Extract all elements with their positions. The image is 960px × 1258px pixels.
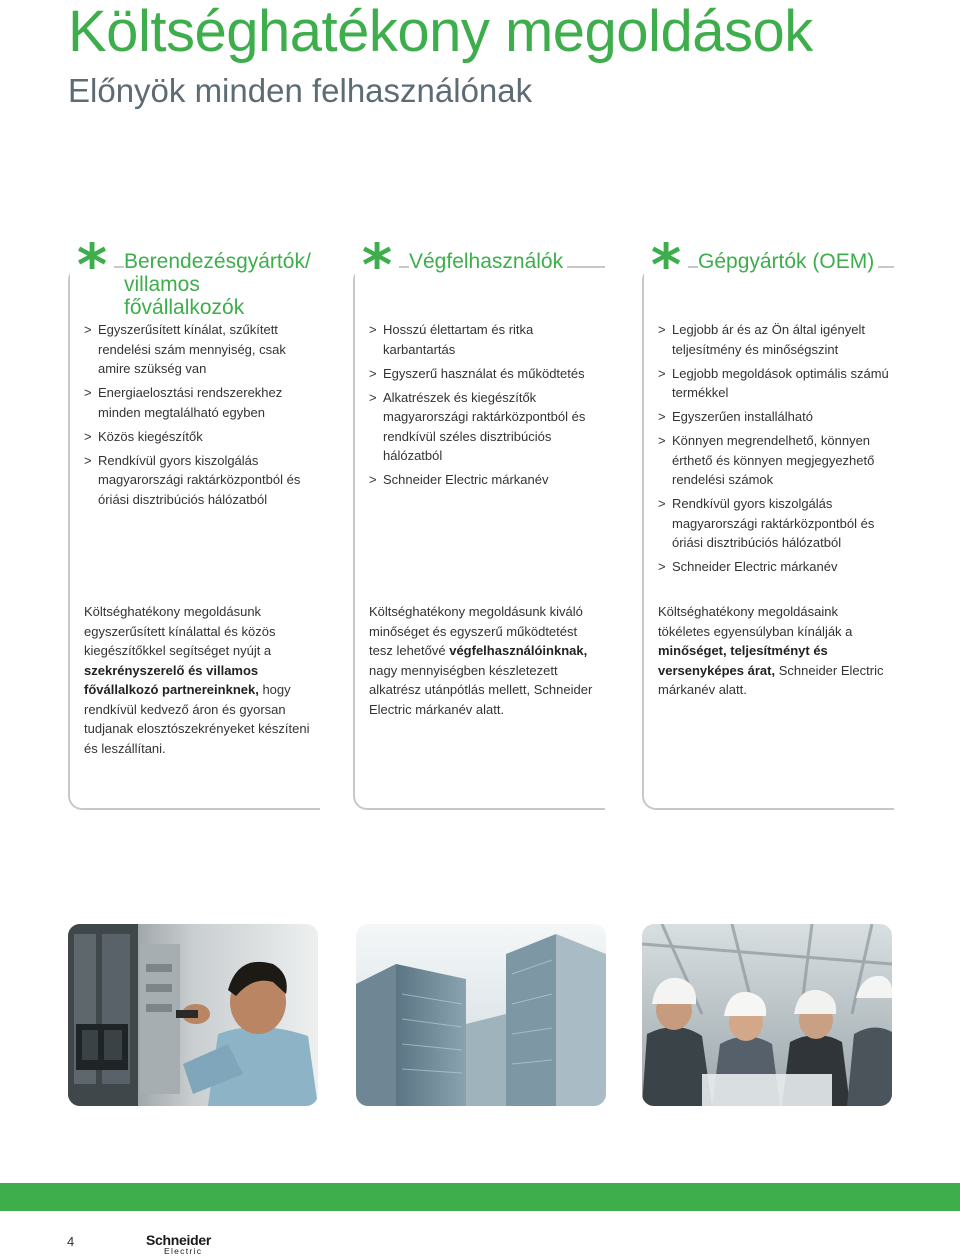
column-heading [698, 250, 878, 273]
benefit-list [369, 320, 605, 494]
paragraph-bold: minőséget, teljesítményt és versenyképes árat, [658, 643, 828, 678]
list-item: > Könnyen megrendelhető, könnyen érthető és könnyen megjegyezhető rendelési számok [658, 431, 894, 490]
asterisk-icon: * [644, 236, 688, 280]
list-item: > Schneider Electric márkanév [369, 470, 605, 490]
list-item: > Energiaelosztási rendszerekhez minden megtalálható egyben [84, 383, 320, 422]
list-item: > Egyszerűsített kínálat, szűkített rendelési szám mennyiség, csak amire szükség van [84, 320, 320, 379]
column-heading-line1: Végfelhasználók [409, 250, 564, 273]
list-item: > Rendkívül gyors kiszolgálás magyarországi raktárközpontból és óriási disztribúciós hálózatból [658, 494, 894, 553]
benefit-list [84, 320, 320, 514]
schneider-logo [146, 1233, 218, 1257]
paragraph-text: hogy rendkívül kedvező áron és gyorsan tudjanak elosztószekrényeket készíteni és leszállítani. [84, 682, 310, 756]
photo-technician [68, 924, 318, 1106]
logo-subtext: Electric [164, 1246, 203, 1256]
column-installers [68, 236, 323, 810]
page-number: 4 [67, 1234, 75, 1249]
column-heading-line1: Berendezésgyártók/ [124, 250, 311, 273]
list-item: > Egyszerű használat és működtetés [369, 364, 605, 384]
page-subtitle: Előnyök minden felhasználónak [68, 72, 533, 109]
column-paragraph [84, 602, 316, 758]
benefit-list [658, 320, 894, 581]
list-item: > Schneider Electric márkanév [658, 557, 894, 577]
list-item: > Közös kiegészítők [84, 427, 320, 447]
column-paragraph [658, 602, 890, 700]
column-heading-line2: villamos fővállalkozók [124, 273, 245, 319]
list-item: > Alkatrészek és kiegészítők magyarországi raktárközpontból és rendkívül széles disztribúciós hálózatból [369, 388, 605, 466]
column-heading [124, 250, 323, 319]
asterisk-icon: * [355, 236, 399, 280]
logo-wordmark: Schneider [146, 1232, 211, 1248]
column-oem [642, 236, 897, 810]
column-paragraph [369, 602, 601, 719]
paragraph-text: Költséghatékony megoldásaink tökéletes egyensúlyban kínálják a [658, 604, 853, 639]
paragraph-text: Schneider Electric márkanév alatt. [658, 662, 884, 697]
column-heading-line1: Gépgyártók (OEM) [698, 250, 875, 273]
page-title: Költséghatékony megoldások [68, 0, 813, 64]
paragraph-text: Költséghatékony megoldásunk egyszerűsített kínálattal és közös kiegészítőkkel segítséget nyújt a [84, 604, 276, 658]
column-heading [409, 250, 567, 273]
paragraph-bold: végfelhasználóinknak, [449, 643, 588, 658]
list-item: > Legjobb ár és az Ön által igényelt teljesítmény és minőségszint [658, 320, 894, 359]
list-item: > Legjobb megoldások optimális számú termékkel [658, 364, 894, 403]
list-item: > Egyszerűen installálható [658, 407, 894, 427]
column-end-users [353, 236, 608, 810]
footer-band [0, 1183, 960, 1211]
list-item: > Hosszú élettartam és ritka karbantartás [369, 320, 605, 359]
paragraph-text: Költséghatékony megoldásunk kiváló minőséget és egyszerű működtetést tesz lehetővé [369, 604, 583, 658]
paragraph-text: nagy mennyiségben készletezett alkatrész utánpótlás mellett, Schneider Electric márkanév alatt. [369, 662, 593, 717]
photo-buildings [356, 924, 606, 1106]
asterisk-icon: * [70, 236, 114, 280]
list-item: > Rendkívül gyors kiszolgálás magyarországi raktárközpontból és óriási disztribúciós hálózatból [84, 451, 320, 510]
paragraph-bold: szekrényszerelő és villamos fővállalkozó partnereinknek, [84, 662, 259, 697]
photo-engineers [642, 924, 892, 1106]
